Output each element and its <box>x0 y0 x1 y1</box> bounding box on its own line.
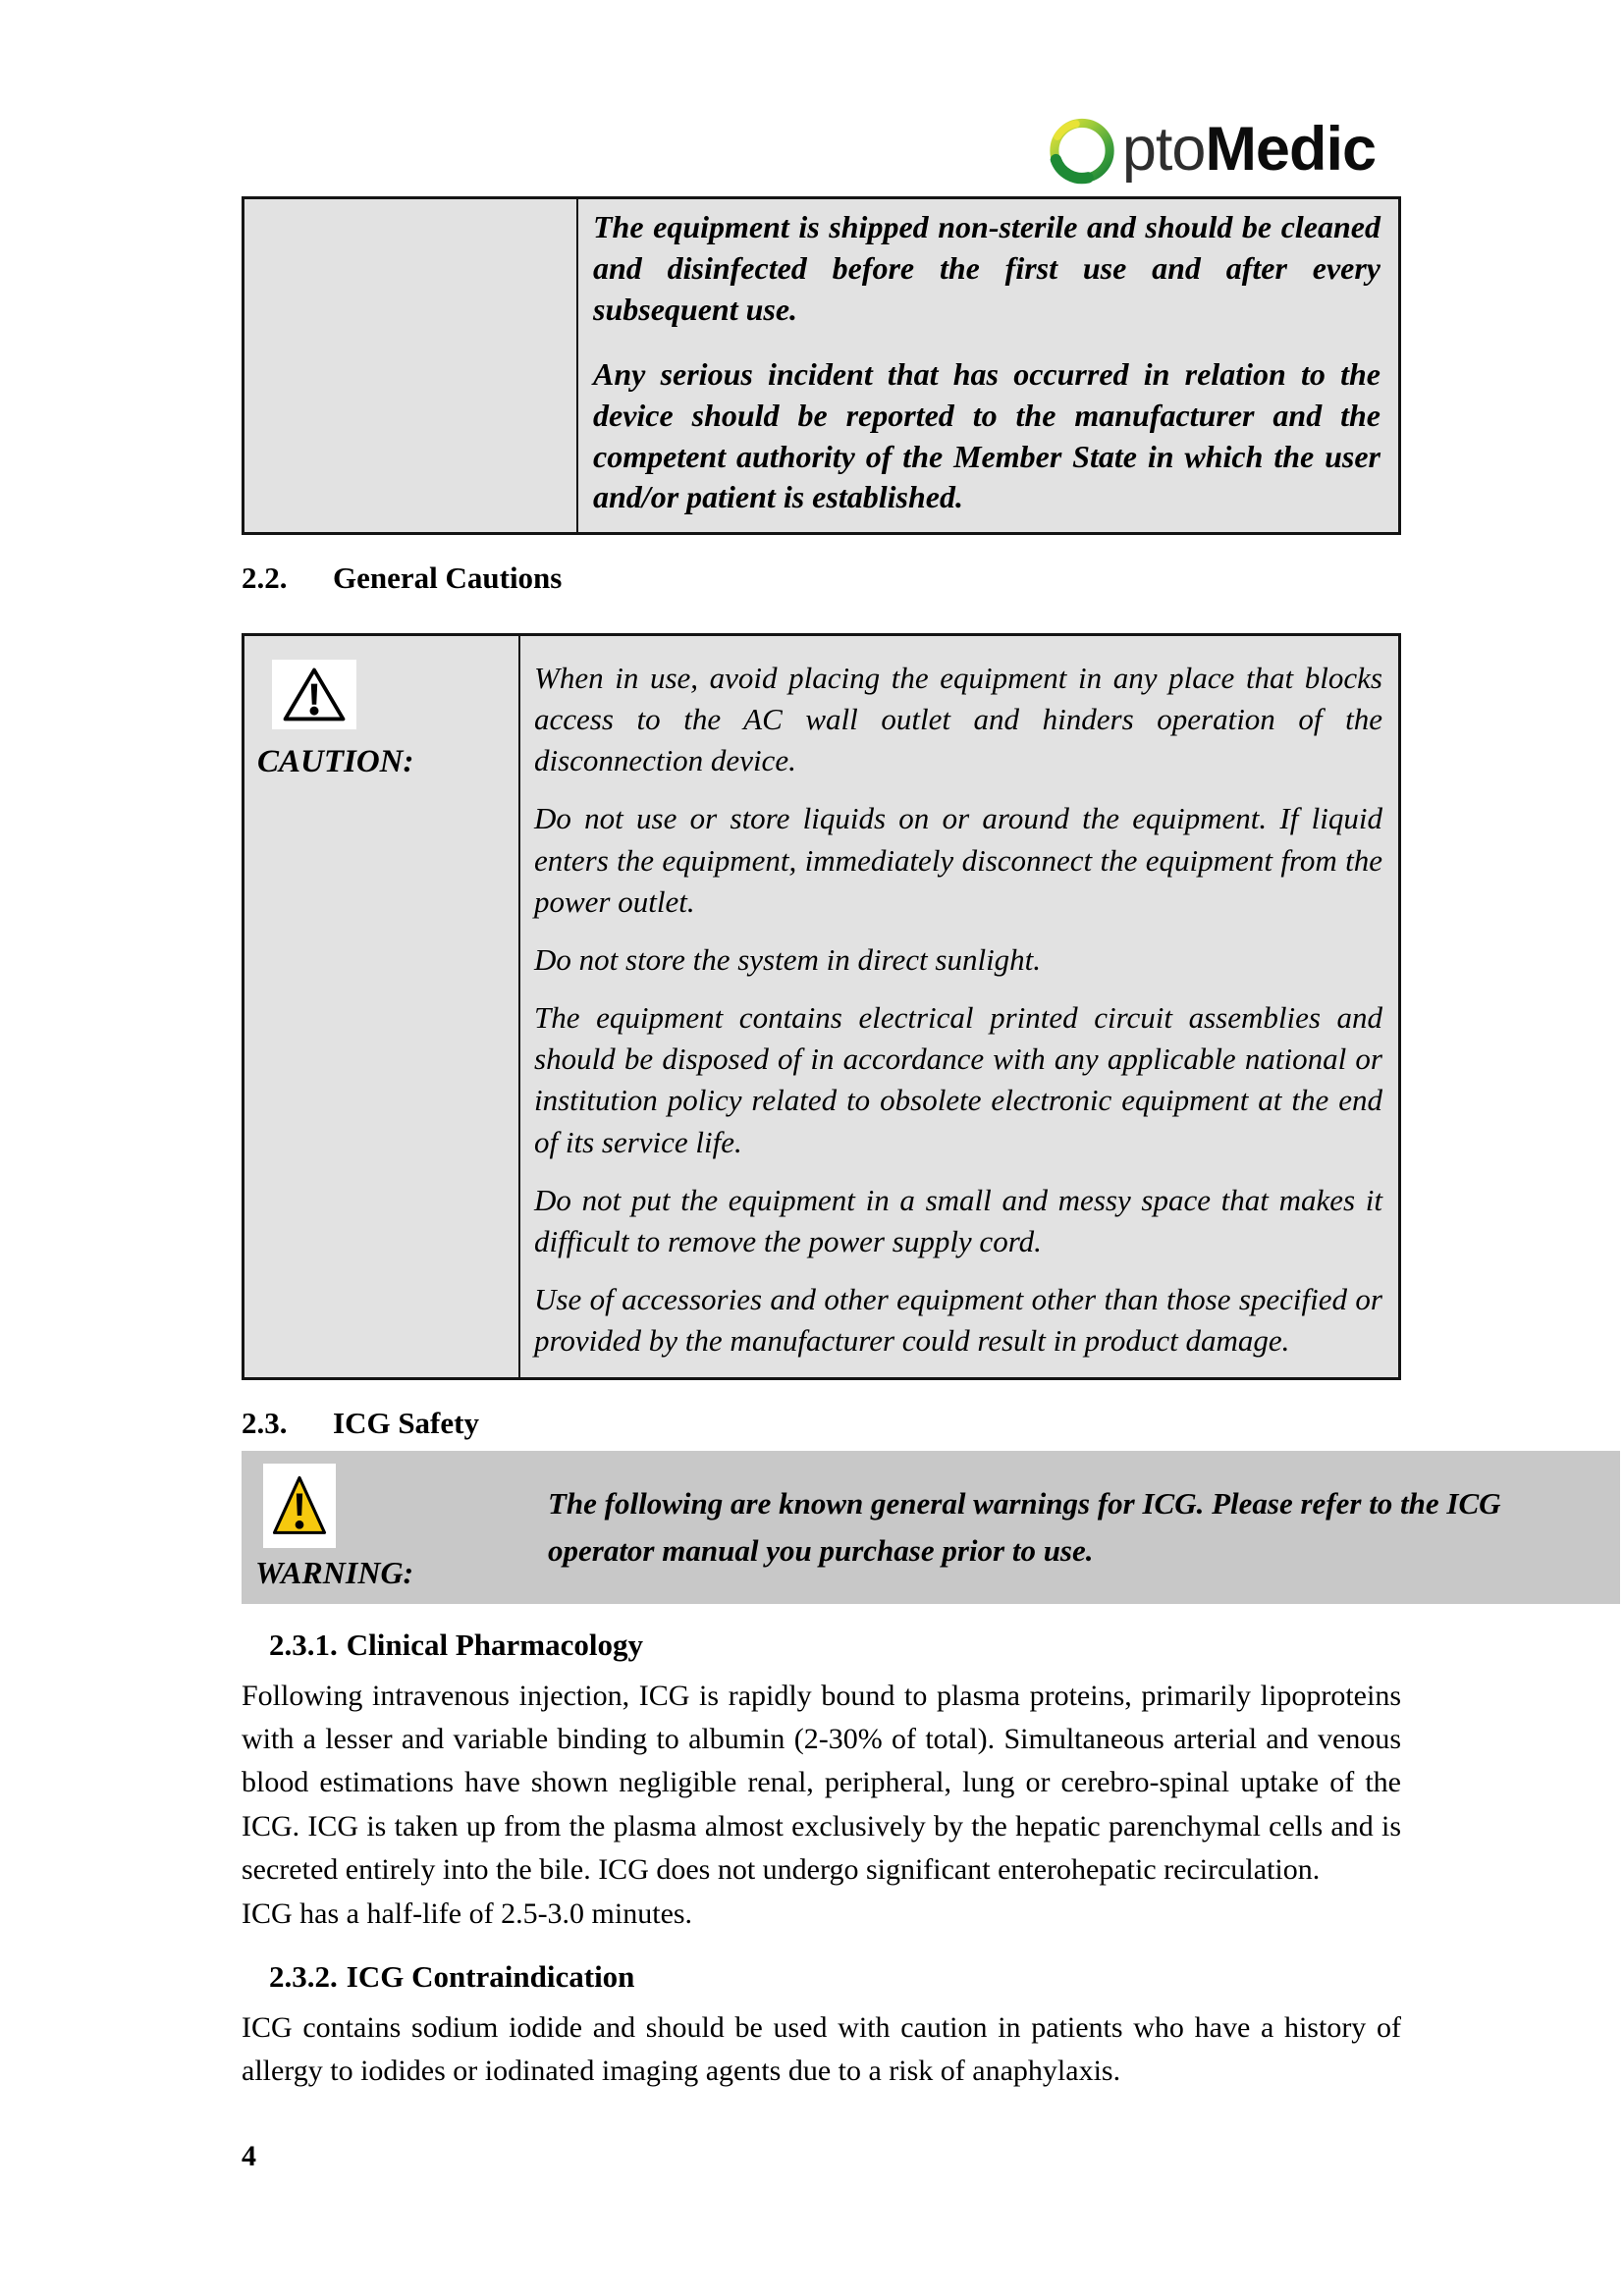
section-2-3-2-heading <box>269 1959 1401 1995</box>
note-table-text-cell <box>577 198 1400 534</box>
section-title: ICG Contraindication <box>346 1958 635 1994</box>
section-number: 2.3. <box>242 1406 288 1441</box>
caution-paragraph: Use of accessories and other equipment other than those specified or provided by the manufacturer could result in product damage. <box>534 1282 1382 1359</box>
section-2-3-heading <box>242 1406 1401 1441</box>
warning-label-block <box>242 1464 548 1591</box>
logo-text <box>1121 114 1376 184</box>
note-paragraph: Any serious incident that has occurred in relation to the device should be reported to the manufacturer and the competent authority of the Member State in which the user and/or patient is established. <box>593 355 1380 515</box>
note-paragraph: The equipment is shipped non-sterile and should be cleaned and disinfected before the first use and after every subsequent use. <box>593 209 1380 327</box>
caution-paragraph: Do not store the system in direct sunlight. <box>534 941 1042 977</box>
caution-text-cell <box>519 634 1400 1378</box>
icg-warning-banner <box>242 1451 1620 1604</box>
page-number: 4 <box>242 2140 256 2173</box>
warning-triangle-icon <box>283 667 346 722</box>
section-2-2-heading <box>242 561 1401 596</box>
section-title: General Cautions <box>333 561 563 596</box>
caution-label: CAUTION: <box>257 743 414 779</box>
logo-text-bold: Medic <box>1205 114 1376 184</box>
section-number: 2.3.1. <box>269 1627 338 1662</box>
section-number: 2.2. <box>242 561 288 596</box>
warning-icon-box <box>263 1464 336 1548</box>
half-life-text: ICG has a half-life of 2.5-3.0 minutes. <box>242 1896 693 1930</box>
section-number: 2.3.2. <box>269 1958 338 1994</box>
contraindication-paragraph: ICG contains sodium iodide and should be used with caution in patients who have a history of allergy to iodides or iodinated imaging agents due to a risk of anaphylaxis. <box>242 2010 1401 2087</box>
section-title: ICG Safety <box>333 1406 479 1441</box>
note-table-empty-cell <box>244 198 578 534</box>
logo-swirl-ring-icon <box>1045 112 1119 187</box>
section-title: Clinical Pharmacology <box>346 1627 643 1662</box>
caution-paragraph: The equipment contains electrical printed circuit assemblies and should be disposed of in accordance with any applicable national or institution policy related to obsolete electronic equipment at the end of its service life. <box>534 1000 1382 1159</box>
shipping-note-table <box>242 196 1401 535</box>
warning-label: WARNING: <box>255 1554 414 1590</box>
caution-paragraph: Do not use or store liquids on or around the equipment. If liquid enters the equipment, immediately disconnect the equipment from the power outlet. <box>534 801 1382 919</box>
pharmacology-paragraph: Following intravenous injection, ICG is rapidly bound to plasma proteins, primarily lipoproteins with a lesser and variable binding to albumin (2-30% of total). Simultaneous arterial and venous blood estimations have shown negligible renal, peripheral, lung or cerebro-spinal uptake of the ICG. ICG is taken up from the plasma almost exclusively by the hepatic parenchymal cells and is secreted entirely into the bile. ICG does not undergo significant enterohepatic recirculation. <box>242 1679 1401 1887</box>
section-2-3-1-heading <box>269 1628 1401 1663</box>
warning-text: The following are known general warnings for ICG. Please refer to the ICG operator manual you purchase prior to use. <box>548 1485 1501 1568</box>
logo-text-regular: pto <box>1121 114 1206 184</box>
caution-paragraph: Do not put the equipment in a small and messy space that makes it difficult to remove the power supply cord. <box>534 1182 1382 1258</box>
caution-label-cell <box>244 634 520 1378</box>
caution-table <box>242 633 1401 1380</box>
caution-icon-box <box>272 660 356 729</box>
optomedic-logo <box>242 0 1376 192</box>
caution-paragraph: When in use, avoid placing the equipment in any place that blocks access to the AC wall outlet and hinders operation of the disconnection device. <box>534 660 1382 778</box>
warning-triangle-icon <box>272 1468 327 1543</box>
